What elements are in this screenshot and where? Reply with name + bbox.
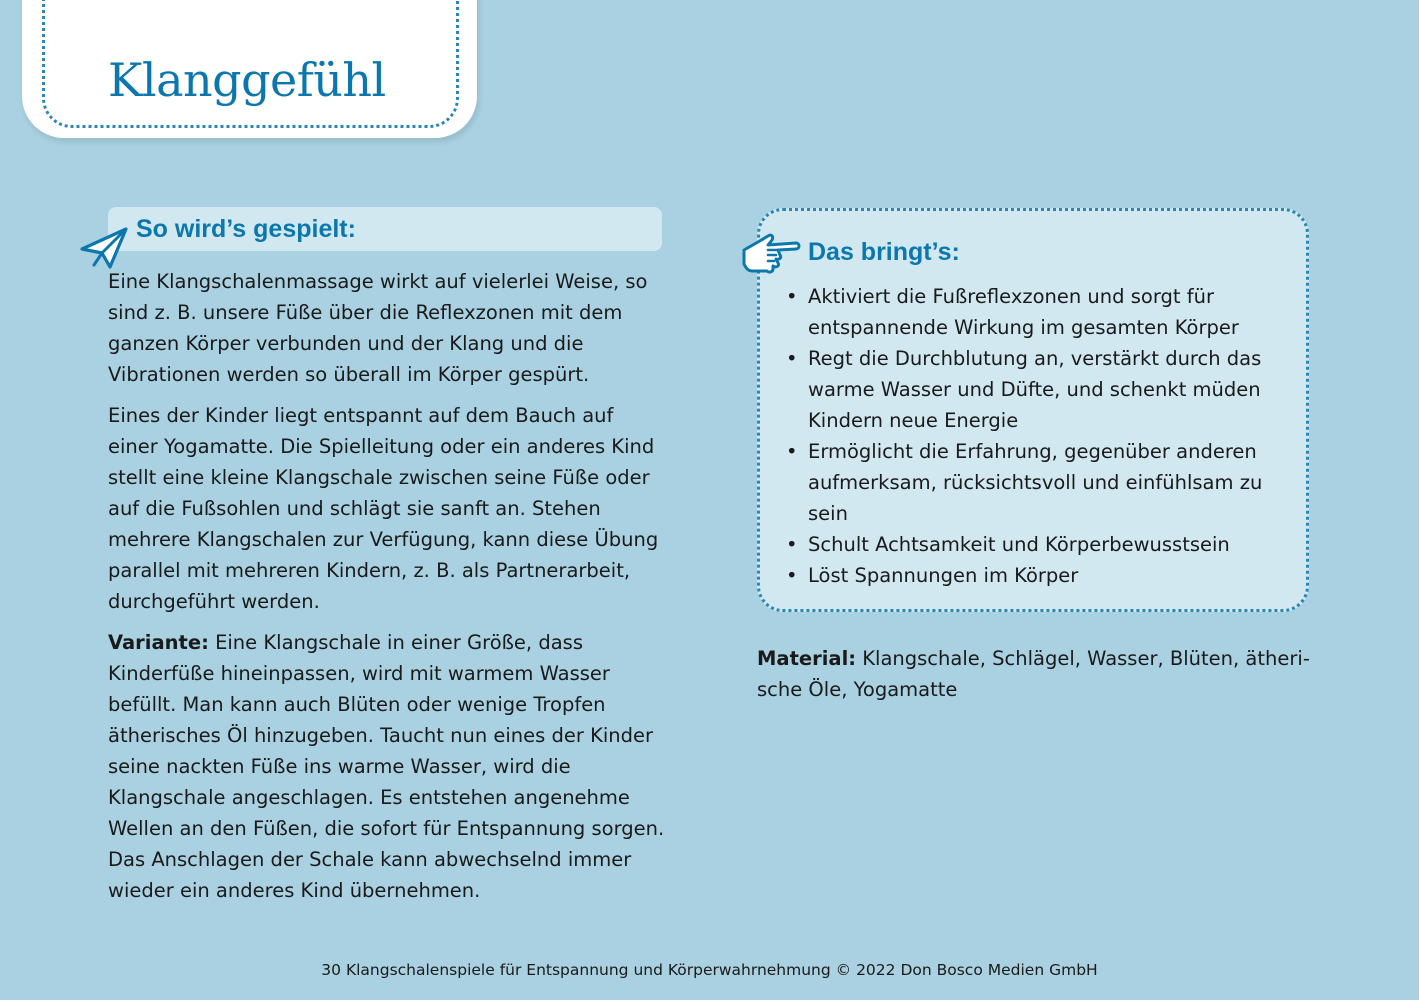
list-item	[782, 529, 1292, 560]
bullet: •	[786, 533, 798, 556]
how-to-play-heading: So wird’s gespielt:	[136, 215, 356, 243]
bullet: •	[786, 440, 798, 463]
intro-paragraph: Eine Klangschalenmassage wirkt auf vielerlei Weise, so sind z. B. unsere Füße über die Reflexzonen mit dem ganzen Körper verbunden und der Klang und die Vibrationen werden so überall im Körper gespürt.	[108, 270, 648, 386]
material-text: Klangschale, Schlägel, Wasser, Blüten, ätherische Öle, Yogamatte	[757, 647, 1310, 701]
bullet: •	[786, 347, 798, 370]
bullet: •	[786, 285, 798, 308]
footer-copyright: 30 Klangschalenspiele für Entspannung und Körperwahrnehmung © 2022 Don Bosco Medien GmbH	[321, 961, 1098, 979]
list-item	[782, 436, 1292, 529]
variant-paragraph	[108, 627, 668, 906]
list-item-text: Ermöglicht die Erfahrung, gegenüber anderen aufmerksam, rücksichtsvoll und einfühlsam zu sein	[808, 440, 1263, 525]
list-item-text: Aktiviert die Fußreflexzonen und sorgt für entspannende Wirkung im gesamten Körper	[808, 285, 1239, 339]
benefits-list	[782, 281, 1292, 591]
material-paragraph	[757, 643, 1317, 705]
pointing-hand-icon	[738, 228, 802, 276]
variant-text: Eine Klangschale in einer Größe, dass Kinderfüße hineinpassen, wird mit warmem Wasser befüllt. Man kann auch Blüten oder wenige Tropfen ätherisches Öl hinzugeben. Taucht nun eines der Kinder seine nackten Füße ins warme Wasser, wird die Klangschale angeschlagen. Es entstehen angenehme Wellen an den Füßen, die sofort für Entspannung sorgen. Das Anschlagen der Schale kann abwechselnd immer wieder ein anderes Kind übernehmen.	[108, 631, 665, 902]
paper-plane-icon	[76, 215, 132, 273]
benefits-heading: Das bringt’s:	[808, 238, 960, 266]
list-item	[782, 281, 1292, 343]
list-item-text: Löst Spannungen im Körper	[808, 564, 1079, 587]
list-item-text: Regt die Durchblutung an, verstärkt durch das warme Wasser und Düfte, und schenkt müden Kindern neue Energie	[808, 347, 1262, 432]
list-item	[782, 343, 1292, 436]
material-label: Material:	[757, 647, 857, 670]
how-to-play-text	[108, 266, 668, 916]
list-item	[782, 560, 1292, 591]
list-item-text: Schult Achtsamkeit und Körperbewusstsein	[808, 533, 1230, 556]
variant-label: Variante:	[108, 631, 209, 654]
page-title: Klanggefühl	[108, 53, 386, 107]
instructions-paragraph: Eines der Kinder liegt entspannt auf dem Bauch auf einer Yogamatte. Die Spielleitung oder ein anderes Kind stellt eine kleine Klangschale zwischen seine Füße oder auf die Fußsohlen und schlägt sie sanft an. Stehen mehrere Klangschalen zur Verfügung, kann diese Übung parallel mit mehreren Kindern, z. B. als Partnerarbeit, durchgeführt werden.	[108, 404, 659, 613]
bullet: •	[786, 564, 798, 587]
